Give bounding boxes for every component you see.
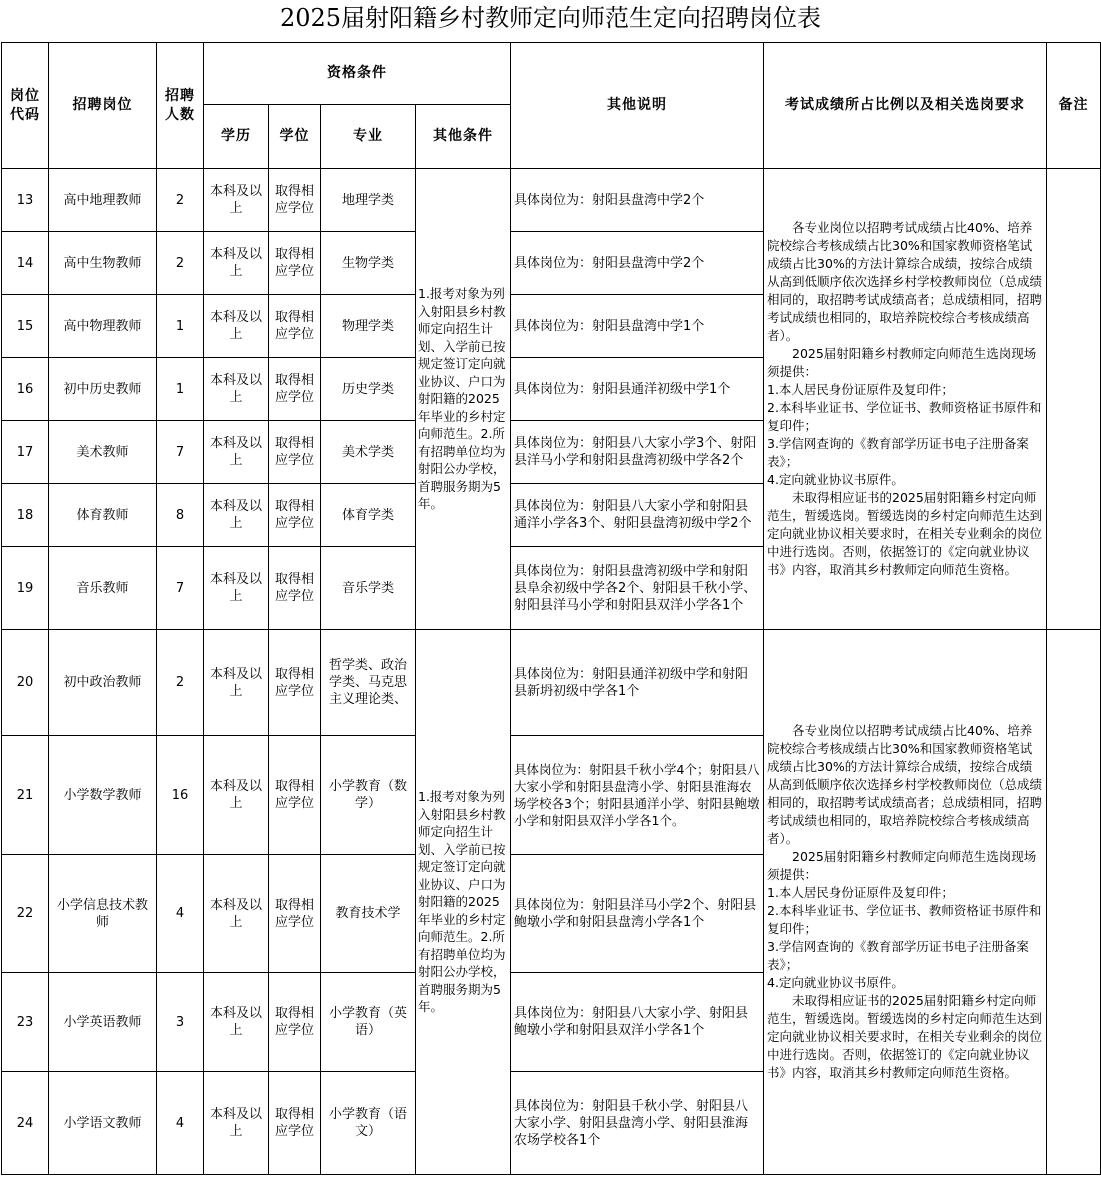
row-count: 4 (157, 1072, 204, 1175)
row-major: 音乐学类 (321, 547, 416, 630)
row-count: 1 (157, 358, 204, 421)
other-conditions-cell: 1.报考对象为列入射阳县乡村教师定向招生计划、入学前已按规定签订定向就业协议、户口为射阳籍的2025年毕业的乡村定向师范生。2.所有招聘单位均为射阳公办学校，首聘服务期为5年。 (416, 169, 511, 630)
exam-list-item: 3.学信网查询的《教育部学历证书电子注册备案表》； (767, 939, 1029, 972)
row-position: 美术教师 (49, 421, 157, 484)
row-degree: 取得相应学位 (269, 736, 321, 855)
header-education: 学历 (204, 105, 269, 169)
row-major: 小学教育（英语） (321, 973, 416, 1072)
exam-paragraph-1: 各专业岗位以招聘考试成绩占比40%、培养院校综合考核成绩占比30%和国家教师资格笔试成绩占比30%的方法计算综合成绩，按综合成绩从高到低顺序依次选择乡村学校教师岗位（总成绩相同的，取招聘考试成绩高者；总成绩相同，招聘考试成绩也相同的，取培养院校综合考核成绩高者）。 (767, 723, 1043, 846)
remarks-cell (1047, 630, 1101, 1175)
row-note: 具体岗位为：射阳县千秋小学、射阳县八大家小学、射阳县盘湾小学、射阳县淮海农场学校各1个 (511, 1072, 764, 1175)
header-major: 专业 (321, 105, 416, 169)
row-count: 1 (157, 295, 204, 358)
row-code: 15 (2, 295, 49, 358)
exam-list-item: 1.本人居民身份证原件及复印件； (767, 382, 954, 397)
row-note: 具体岗位为：射阳县八大家小学3个、射阳县洋马小学和射阳县盘湾初级中学各2个 (511, 421, 764, 484)
row-note: 具体岗位为：射阳县洋马小学2个、射阳县鲍墩小学和射阳县盘湾小学各1个 (511, 855, 764, 973)
row-education: 本科及以上 (204, 169, 269, 232)
exam-list-item: 1.本人居民身份证原件及复印件； (767, 885, 954, 900)
row-education: 本科及以上 (204, 421, 269, 484)
row-note: 具体岗位为：射阳县盘湾中学1个 (511, 295, 764, 358)
exam-paragraph-3: 未取得相应证书的2025届射阳籍乡村定向师范生，暂缓选岗。暂缓选岗的乡村定向师范生达到定向就业协议相关要求时，在相关专业剩余的岗位中进行选岗。否则，依据签订的《定向就业协议书》内容，取消其乡村教师定向师范生资格。 (767, 993, 1043, 1080)
header-degree: 学位 (269, 105, 321, 169)
row-degree: 取得相应学位 (269, 358, 321, 421)
page-title: 2025届射阳籍乡村教师定向师范生定向招聘岗位表 (279, 4, 822, 32)
remarks-cell (1047, 169, 1101, 630)
exam-paragraph-1: 各专业岗位以招聘考试成绩占比40%、培养院校综合考核成绩占比30%和国家教师资格笔试成绩占比30%的方法计算综合成绩，按综合成绩从高到低顺序依次选择乡村学校教师岗位（总成绩相同的，取招聘考试成绩高者；总成绩相同，招聘考试成绩也相同的，取培养院校综合考核成绩高者）。 (767, 220, 1043, 343)
header-exam: 考试成绩所占比例以及相关选岗要求 (764, 43, 1047, 169)
row-code: 24 (2, 1072, 49, 1175)
row-position: 初中历史教师 (49, 358, 157, 421)
recruitment-table (1, 42, 1101, 1175)
header-count: 招聘人数 (157, 43, 204, 169)
row-degree: 取得相应学位 (269, 295, 321, 358)
row-education: 本科及以上 (204, 1072, 269, 1175)
row-count: 2 (157, 630, 204, 736)
row-major: 体育学类 (321, 484, 416, 547)
row-education: 本科及以上 (204, 547, 269, 630)
row-note: 具体岗位为：射阳县八大家小学、射阳县鲍墩小学和射阳县双洋小学各1个 (511, 973, 764, 1072)
header-other-conditions: 其他条件 (416, 105, 511, 169)
row-position: 音乐教师 (49, 547, 157, 630)
table-row (2, 630, 1101, 736)
row-code: 13 (2, 169, 49, 232)
exam-paragraph-2: 2025届射阳籍乡村教师定向师范生选岗现场须提供： (767, 346, 1037, 379)
row-major: 小学教育（数学） (321, 736, 416, 855)
row-code: 23 (2, 973, 49, 1072)
row-education: 本科及以上 (204, 295, 269, 358)
row-degree: 取得相应学位 (269, 973, 321, 1072)
row-degree: 取得相应学位 (269, 484, 321, 547)
row-count: 2 (157, 232, 204, 295)
header-notes: 其他说明 (511, 43, 764, 169)
row-degree: 取得相应学位 (269, 232, 321, 295)
row-count: 8 (157, 484, 204, 547)
row-note: 具体岗位为：射阳县千秋小学4个；射阳县八大家小学和射阳县盘湾小学、射阳县淮海农场学校各3个；射阳县通洋小学、射阳县鲍墩小学和射阳县双洋小学各1个。 (511, 736, 764, 855)
row-degree: 取得相应学位 (269, 421, 321, 484)
row-note: 具体岗位为：射阳县盘湾初级中学和射阳县阜余初级中学各2个、射阳县千秋小学、射阳县洋马小学和射阳县双洋小学各1个 (511, 547, 764, 630)
other-conditions-cell: 1.报考对象为列入射阳县乡村教师定向招生计划、入学前已按规定签订定向就业协议、户口为射阳籍的2025年毕业的乡村定向师范生。2.所有招聘单位均为射阳公办学校，首聘服务期为5年。 (416, 630, 511, 1175)
row-code: 17 (2, 421, 49, 484)
row-position: 小学数学教师 (49, 736, 157, 855)
row-education: 本科及以上 (204, 232, 269, 295)
table-row (2, 169, 1101, 232)
row-position: 高中地理教师 (49, 169, 157, 232)
row-count: 16 (157, 736, 204, 855)
row-note: 具体岗位为：射阳县八大家小学和射阳县通洋小学各3个、射阳县盘湾初级中学2个 (511, 484, 764, 547)
exam-requirements-cell (764, 630, 1047, 1175)
row-position: 小学信息技术教师 (49, 855, 157, 973)
row-major: 物理学类 (321, 295, 416, 358)
row-major: 历史学类 (321, 358, 416, 421)
row-code: 18 (2, 484, 49, 547)
row-code: 22 (2, 855, 49, 973)
exam-paragraph-2: 2025届射阳籍乡村教师定向师范生选岗现场须提供： (767, 849, 1037, 882)
row-major: 生物学类 (321, 232, 416, 295)
exam-requirements-cell (764, 169, 1047, 630)
exam-list-item: 4.定向就业协议书原件。 (767, 472, 904, 487)
row-major: 教育技术学 (321, 855, 416, 973)
row-education: 本科及以上 (204, 358, 269, 421)
row-degree: 取得相应学位 (269, 630, 321, 736)
row-education: 本科及以上 (204, 736, 269, 855)
exam-list-item: 2.本科毕业证书、学位证书、教师资格证书原件和复印件； (767, 400, 1042, 433)
row-degree: 取得相应学位 (269, 547, 321, 630)
row-major: 地理学类 (321, 169, 416, 232)
row-code: 21 (2, 736, 49, 855)
row-code: 16 (2, 358, 49, 421)
row-degree: 取得相应学位 (269, 855, 321, 973)
row-degree: 取得相应学位 (269, 169, 321, 232)
row-note: 具体岗位为：射阳县通洋初级中学1个 (511, 358, 764, 421)
row-education: 本科及以上 (204, 630, 269, 736)
row-position: 高中物理教师 (49, 295, 157, 358)
row-major: 小学教育（语文） (321, 1072, 416, 1175)
row-code: 14 (2, 232, 49, 295)
row-count: 2 (157, 169, 204, 232)
row-note: 具体岗位为：射阳县盘湾中学2个 (511, 169, 764, 232)
row-major: 哲学类、政治学类、马克思主义理论类、 (321, 630, 416, 736)
row-count: 7 (157, 547, 204, 630)
header-remarks: 备注 (1047, 43, 1101, 169)
exam-list-item: 3.学信网查询的《教育部学历证书电子注册备案表》； (767, 436, 1029, 469)
row-position: 小学英语教师 (49, 973, 157, 1072)
row-code: 19 (2, 547, 49, 630)
row-count: 7 (157, 421, 204, 484)
header-qualifications: 资格条件 (204, 43, 511, 105)
header-code: 岗位代码 (2, 43, 49, 169)
header-position: 招聘岗位 (49, 43, 157, 169)
row-education: 本科及以上 (204, 973, 269, 1072)
row-degree: 取得相应学位 (269, 1072, 321, 1175)
exam-paragraph-3: 未取得相应证书的2025届射阳籍乡村定向师范生，暂缓选岗。暂缓选岗的乡村定向师范生达到定向就业协议相关要求时，在相关专业剩余的岗位中进行选岗。否则，依据签订的《定向就业协议书》内容，取消其乡村教师定向师范生资格。 (767, 490, 1043, 577)
row-education: 本科及以上 (204, 484, 269, 547)
row-position: 高中生物教师 (49, 232, 157, 295)
row-count: 4 (157, 855, 204, 973)
row-note: 具体岗位为：射阳县通洋初级中学和射阳县新坍初级中学各1个 (511, 630, 764, 736)
exam-list-item: 2.本科毕业证书、学位证书、教师资格证书原件和复印件； (767, 903, 1042, 936)
row-position: 体育教师 (49, 484, 157, 547)
row-major: 美术学类 (321, 421, 416, 484)
exam-list-item: 4.定向就业协议书原件。 (767, 975, 904, 990)
row-code: 20 (2, 630, 49, 736)
row-position: 小学语文教师 (49, 1072, 157, 1175)
row-position: 初中政治教师 (49, 630, 157, 736)
row-education: 本科及以上 (204, 855, 269, 973)
row-note: 具体岗位为：射阳县盘湾中学2个 (511, 232, 764, 295)
row-count: 3 (157, 973, 204, 1072)
